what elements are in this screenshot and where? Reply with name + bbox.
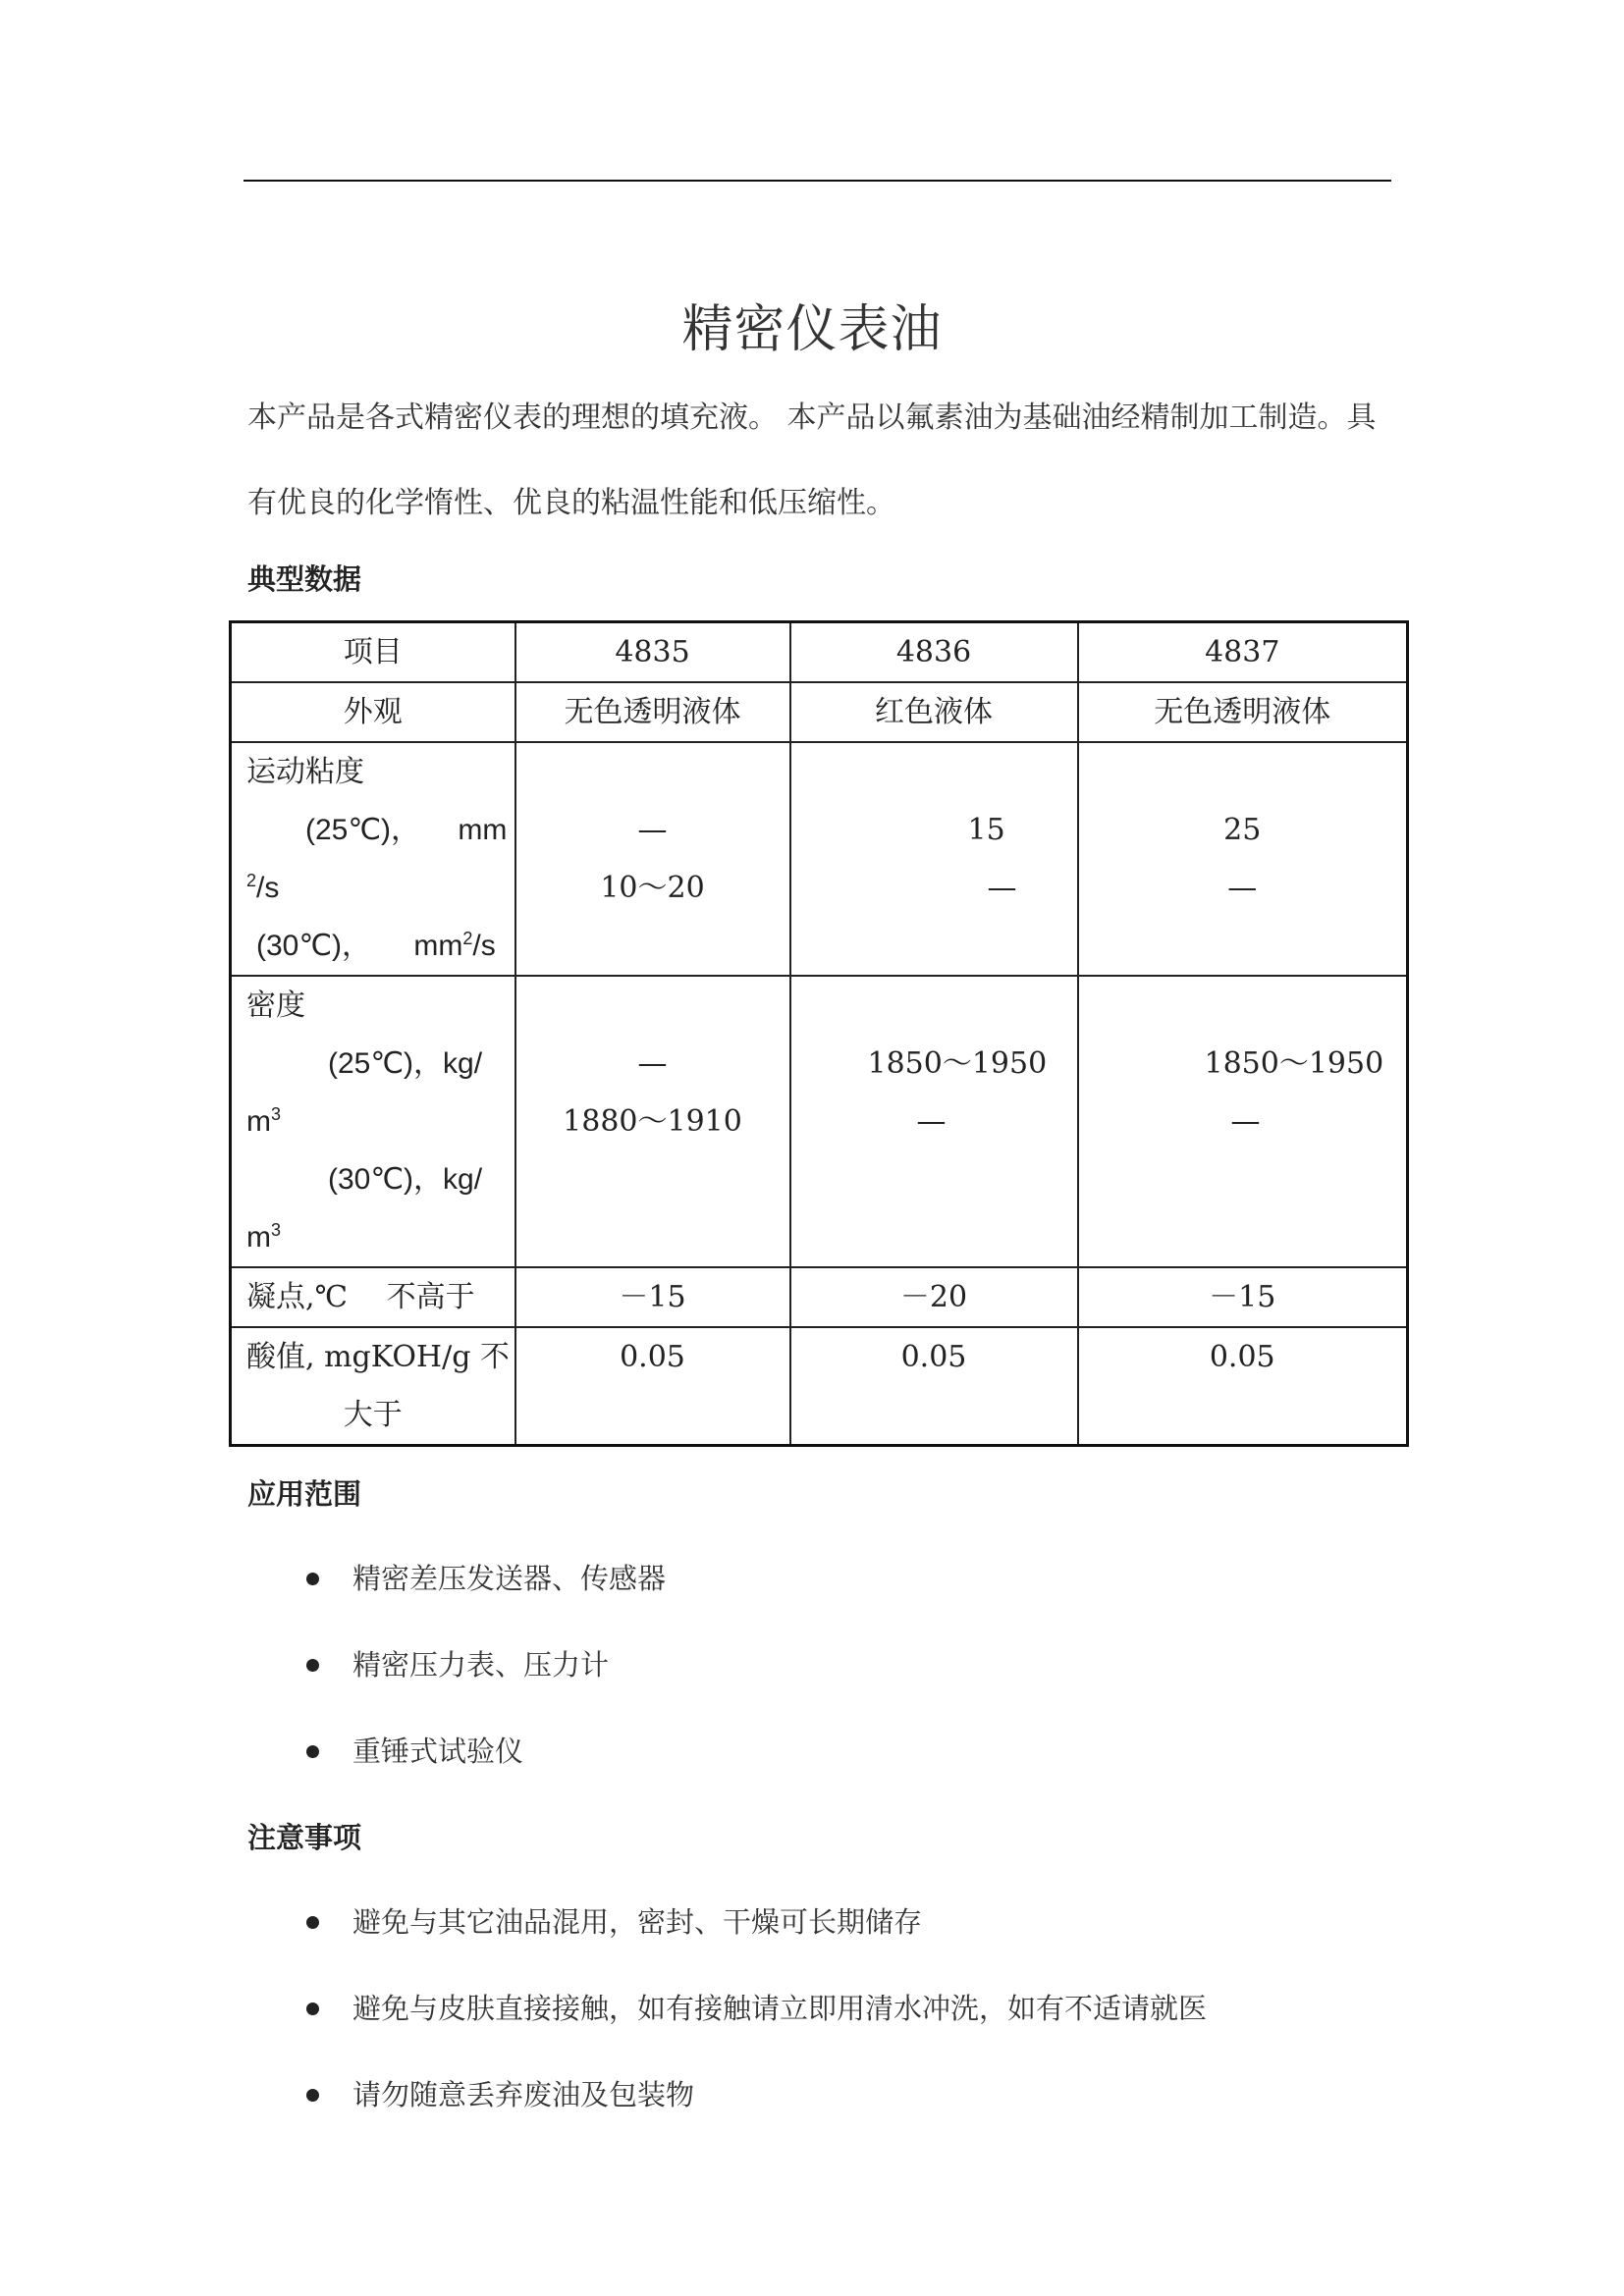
section-heading-notes: 注意事项 xyxy=(247,1821,362,1854)
viscosity-label-cell xyxy=(231,742,515,976)
bullet-icon xyxy=(306,1916,319,1929)
density-unit-25: $m^3$ xyxy=(246,1104,282,1138)
notes-list xyxy=(306,1902,1207,2162)
header-rule xyxy=(244,180,1391,182)
viscosity-cond-30: (30℃)， $mm^2/s$ xyxy=(256,929,496,962)
list-item: 避免与其它油品混用，密封、干燥可长期储存 xyxy=(306,1902,1207,1989)
density-cond-25: (25℃)，kg/ xyxy=(328,1047,483,1080)
list-item: 精密压力表、压力计 xyxy=(306,1645,666,1732)
pour-point-label: 凝点,℃ 不高于 xyxy=(231,1267,515,1327)
density-unit-30: $m^3$ xyxy=(246,1220,282,1254)
list-item: 重锤式试验仪 xyxy=(306,1732,666,1818)
density-label: 密度 xyxy=(246,988,305,1023)
header-cell-item: 项目 xyxy=(231,622,515,683)
viscosity-cond-25: (25℃)， mm xyxy=(305,814,508,846)
density-4837: 1850～1950 — xyxy=(1078,976,1408,1267)
viscosity-4837: 25 — xyxy=(1078,742,1408,976)
bullet-icon xyxy=(306,1745,319,1758)
header-cell-4835: 4835 xyxy=(515,622,790,683)
list-item: 精密差压发送器、传感器 xyxy=(306,1559,666,1645)
pour-point-4836: －20 xyxy=(790,1267,1078,1327)
intro-paragraph: 本产品是各式精密仪表的理想的填充液。 本产品以氟素油为基础油经精制加工制造。具有优良的化学惰性、优良的粘温性能和低压缩性。 xyxy=(247,400,1377,520)
bullet-icon xyxy=(306,1573,319,1585)
header-cell-4837: 4837 xyxy=(1078,622,1408,683)
bullet-icon xyxy=(306,2002,319,2015)
table-row-pour-point xyxy=(231,1267,1408,1327)
density-label-cell xyxy=(231,976,515,1267)
viscosity-unit-25: $^2$/s xyxy=(246,871,280,904)
table-row-appearance xyxy=(231,682,1408,742)
table-row-viscosity xyxy=(231,742,1408,976)
pour-point-4837: －15 xyxy=(1078,1267,1408,1327)
section-heading-typical-data: 典型数据 xyxy=(247,562,362,596)
section-heading-application: 应用范围 xyxy=(247,1477,362,1511)
acid-value-4835: 0.05 xyxy=(515,1327,790,1446)
typical-data-table xyxy=(229,620,1406,1447)
header-cell-4836: 4836 xyxy=(790,622,1078,683)
table-header-row xyxy=(231,622,1408,683)
table-row-acid-value xyxy=(231,1327,1408,1446)
application-list xyxy=(306,1559,666,1818)
appearance-label: 外观 xyxy=(231,682,515,742)
density-cond-30: (30℃)，kg/ xyxy=(328,1163,483,1196)
viscosity-label: 运动粘度 xyxy=(246,755,364,789)
appearance-4836: 红色液体 xyxy=(790,682,1078,742)
acid-value-label: 酸值, mgKOH/g 不 大于 xyxy=(231,1327,515,1446)
viscosity-4835: — 10～20 xyxy=(515,742,790,976)
appearance-4835: 无色透明液体 xyxy=(515,682,790,742)
acid-value-4836: 0.05 xyxy=(790,1327,1078,1446)
viscosity-4836: 15 — xyxy=(790,742,1078,976)
acid-value-4837: 0.05 xyxy=(1078,1327,1408,1446)
bullet-icon xyxy=(306,1659,319,1672)
bullet-icon xyxy=(306,2089,319,2102)
page-title: 精密仪表油 xyxy=(681,300,943,359)
list-item: 请勿随意丢弃废油及包装物 xyxy=(306,2075,1207,2162)
pour-point-4835: －15 xyxy=(515,1267,790,1327)
table-row-density xyxy=(231,976,1408,1267)
list-item: 避免与皮肤直接接触，如有接触请立即用清水冲洗，如有不适请就医 xyxy=(306,1989,1207,2075)
appearance-4837: 无色透明液体 xyxy=(1078,682,1408,742)
density-4835: — 1880～1910 xyxy=(515,976,790,1267)
density-4836: 1850～1950 — xyxy=(790,976,1078,1267)
